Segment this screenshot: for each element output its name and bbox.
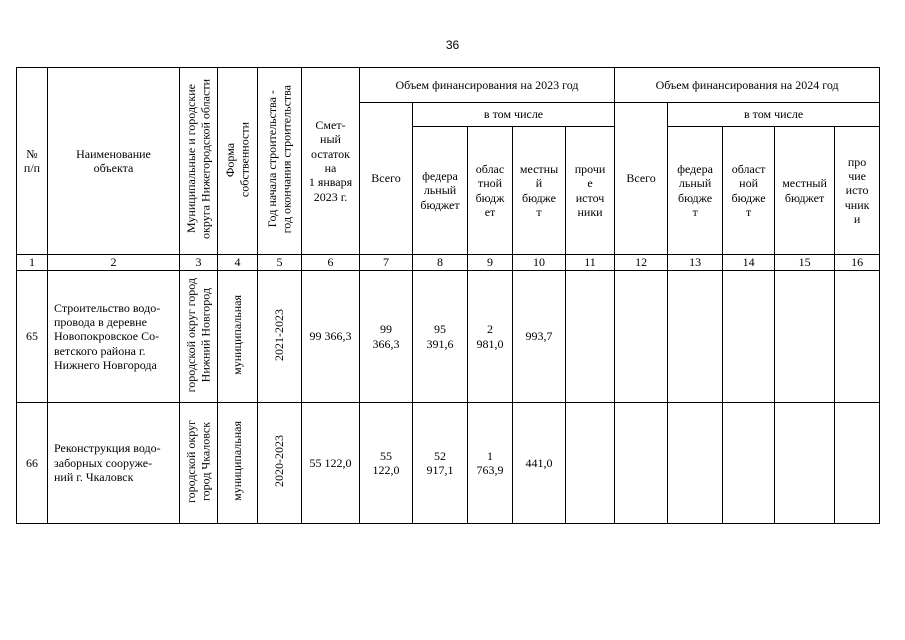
federal-2023: 95 391,6 xyxy=(413,271,468,403)
header-regional-2024: област ной бюдже т xyxy=(723,127,775,255)
total-2023: 99 366,3 xyxy=(360,271,413,403)
district-cell xyxy=(180,271,218,403)
row-number: 65 xyxy=(17,271,48,403)
header-object-name: Наименование объекта xyxy=(48,68,180,255)
header-years-text: Год начала строительства - год окончания строительства xyxy=(265,85,294,234)
object-name: Строительство водо- провода в деревне Новопокровское Со- ветского района г. Нижнего Новгорода xyxy=(48,271,180,403)
header-group-2023: Объем финансирования на 2023 год xyxy=(360,68,615,103)
column-number: 2 xyxy=(48,255,180,271)
district-cell xyxy=(180,403,218,524)
column-number: 14 xyxy=(723,255,775,271)
years-cell xyxy=(258,403,302,524)
column-number: 1 xyxy=(17,255,48,271)
header-incl-2023: в том числе xyxy=(413,103,615,127)
column-number: 11 xyxy=(566,255,615,271)
object-name: Реконструкция водо- заборных сооруже- ний г. Чкаловск xyxy=(48,403,180,524)
table-row xyxy=(17,271,880,403)
years: 2020-2023 xyxy=(272,435,287,488)
local-2023: 993,7 xyxy=(513,271,566,403)
header-group-2024: Объем финансирования на 2024 год xyxy=(615,68,880,103)
local-2024 xyxy=(775,271,835,403)
balance: 55 122,0 xyxy=(302,403,360,524)
header-federal-2023: федера льный бюджет xyxy=(413,127,468,255)
other-2023 xyxy=(566,403,615,524)
header-other-2023: прочи е источ ники xyxy=(566,127,615,255)
table-row xyxy=(17,403,880,524)
regional-2023: 1 763,9 xyxy=(468,403,513,524)
column-number: 10 xyxy=(513,255,566,271)
header-incl-2024: в том числе xyxy=(668,103,880,127)
total-2024 xyxy=(615,403,668,524)
header-district-text: Муниципальные и городские округа Нижегородской области xyxy=(184,79,213,240)
column-number: 13 xyxy=(668,255,723,271)
page-number: 36 xyxy=(445,38,460,52)
other-2023 xyxy=(566,271,615,403)
balance: 99 366,3 xyxy=(302,271,360,403)
ownership: муниципальная xyxy=(230,294,245,375)
row-number: 66 xyxy=(17,403,48,524)
column-number: 8 xyxy=(413,255,468,271)
header-total-2024: Всего xyxy=(615,103,668,255)
years: 2021-2023 xyxy=(272,308,287,361)
other-2024 xyxy=(835,271,880,403)
ownership-cell xyxy=(218,271,258,403)
column-number: 7 xyxy=(360,255,413,271)
header-ownership-text: Форма собственности xyxy=(223,121,252,197)
regional-2023: 2 981,0 xyxy=(468,271,513,403)
header-balance: Смет- ный остаток на 1 января 2023 г. xyxy=(302,68,360,255)
ownership: муниципальная xyxy=(230,421,245,502)
header-row-number: № п/п xyxy=(17,68,48,255)
header-district xyxy=(180,68,218,255)
header-ownership xyxy=(218,68,258,255)
regional-2024 xyxy=(723,271,775,403)
federal-2024 xyxy=(668,271,723,403)
column-number: 6 xyxy=(302,255,360,271)
local-2023: 441,0 xyxy=(513,403,566,524)
header-total-2023: Всего xyxy=(360,103,413,255)
column-number: 9 xyxy=(468,255,513,271)
district: городской округ город Нижний Новгород xyxy=(184,277,213,392)
financing-table xyxy=(16,67,880,524)
header-local-2024: местный бюджет xyxy=(775,127,835,255)
column-number: 4 xyxy=(218,255,258,271)
local-2024 xyxy=(775,403,835,524)
column-numbers-row xyxy=(17,255,880,271)
column-number: 15 xyxy=(775,255,835,271)
other-2024 xyxy=(835,403,880,524)
column-number: 3 xyxy=(180,255,218,271)
header-local-2023: местны й бюдже т xyxy=(513,127,566,255)
header-regional-2023: облас тной бюдж ет xyxy=(468,127,513,255)
header-federal-2024: федера льный бюдже т xyxy=(668,127,723,255)
regional-2024 xyxy=(723,403,775,524)
ownership-cell xyxy=(218,403,258,524)
column-number: 12 xyxy=(615,255,668,271)
federal-2023: 52 917,1 xyxy=(413,403,468,524)
federal-2024 xyxy=(668,403,723,524)
total-2024 xyxy=(615,271,668,403)
district: городской округ город Чкаловск xyxy=(184,419,213,503)
total-2023: 55 122,0 xyxy=(360,403,413,524)
column-number: 16 xyxy=(835,255,880,271)
header-years xyxy=(258,68,302,255)
column-number: 5 xyxy=(258,255,302,271)
years-cell xyxy=(258,271,302,403)
header-other-2024: про чие исто чник и xyxy=(835,127,880,255)
